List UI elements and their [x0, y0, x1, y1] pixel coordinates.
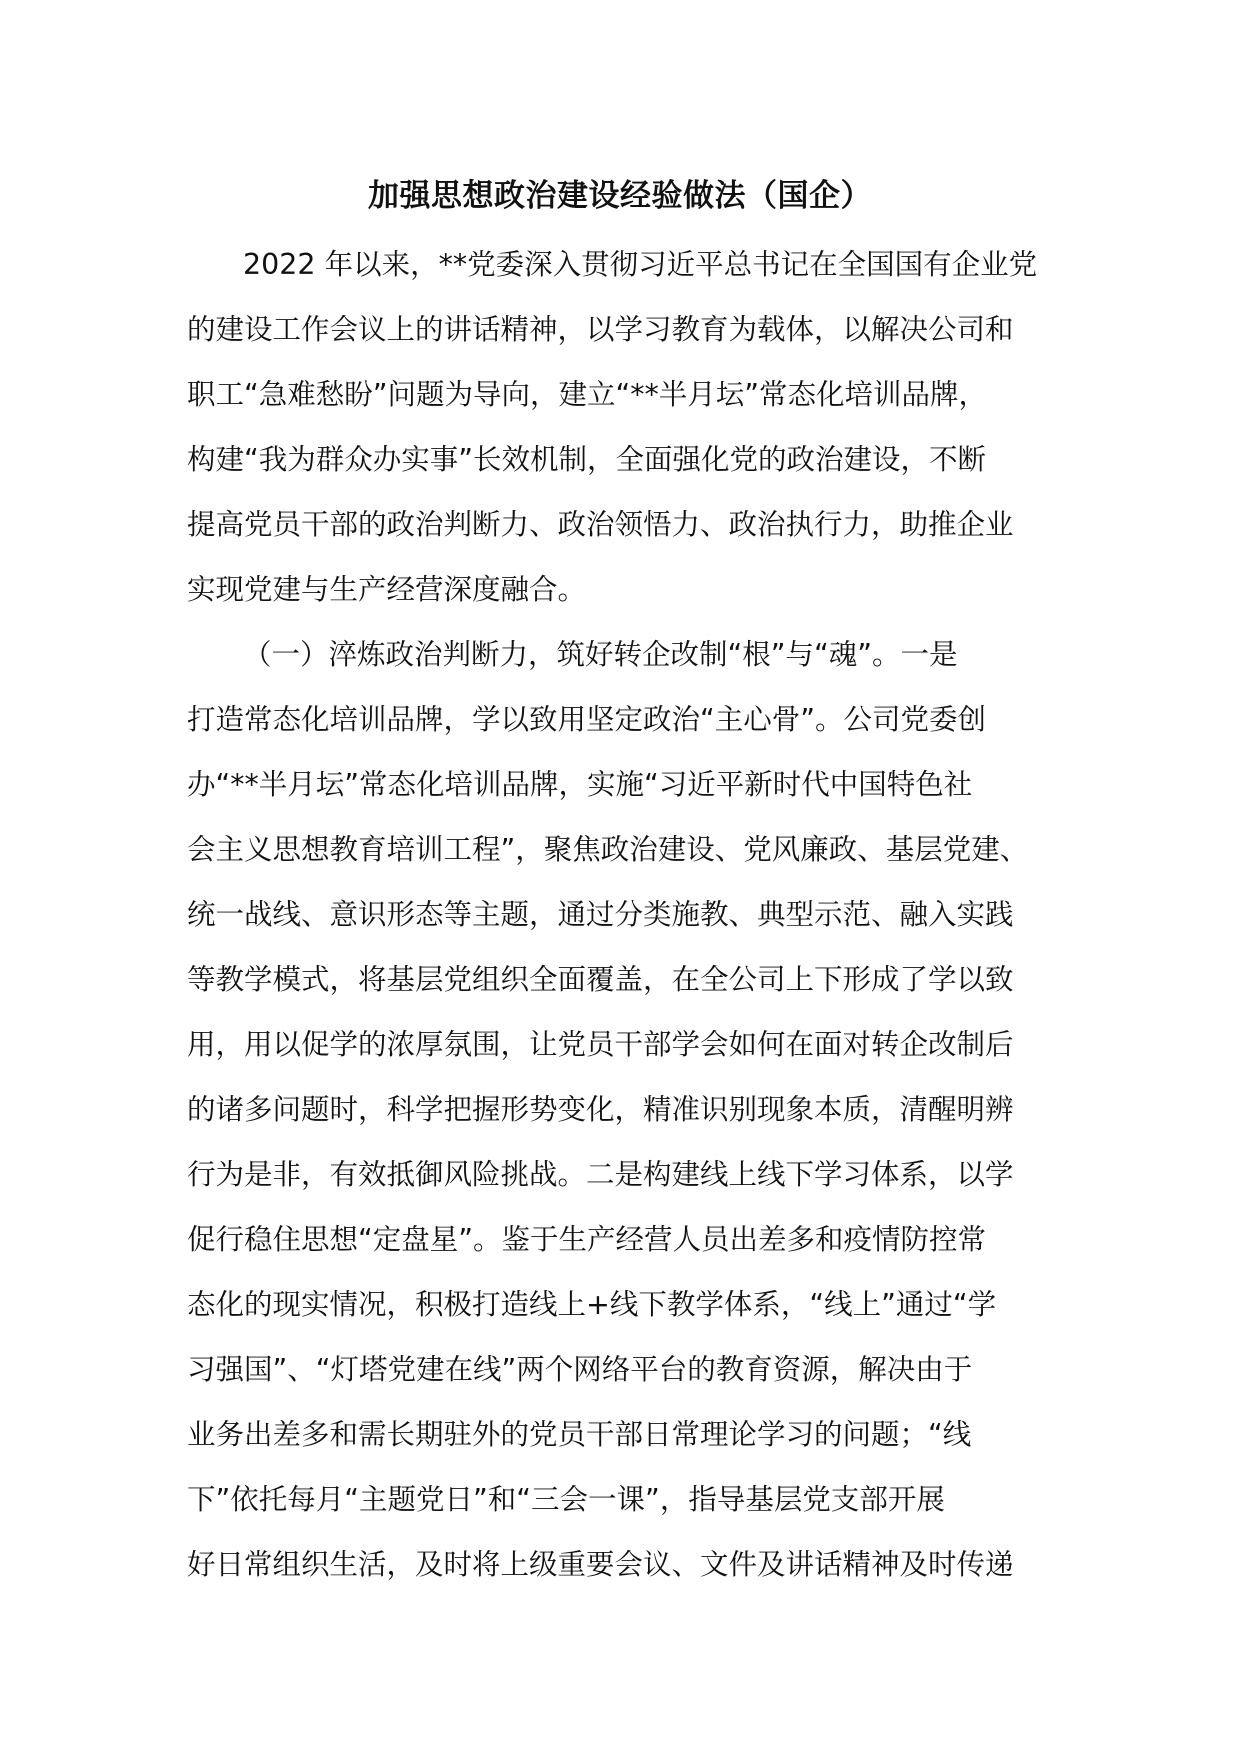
body-line: 业务出差多和需长期驻外的党员干部日常理论学习的问题；“线 — [187, 1418, 972, 1451]
body-line: （一）淬炼政治判断力，筑好转企改制“根”与“魂”。一是 — [243, 638, 958, 671]
body-line: 行为是非，有效抵御风险挑战。二是构建线上线下学习体系，以学 — [187, 1158, 1014, 1191]
body-line: 促行稳住思想“定盘星”。鉴于生产经营人员出差多和疫情防控常 — [187, 1223, 987, 1256]
body-line: 习强国”、“灯塔党建在线”两个网络平台的教育资源，解决由于 — [187, 1353, 973, 1386]
body-line: 打造常态化培训品牌，学以致用坚定政治“主心骨”。公司党委创 — [187, 703, 987, 736]
body-line: 用，用以促学的浓厚氛围，让党员干部学会如何在面对转企改制后 — [187, 1028, 1014, 1061]
body-line: 提高党员干部的政治判断力、政治领悟力、政治执行力，助推企业 — [187, 508, 1014, 541]
body-line: 好日常组织生活，及时将上级重要会议、文件及讲话精神及时传递 — [187, 1548, 1014, 1581]
body-line: 会主义思想教育培训工程”，聚焦政治建设、党风廉政、基层党建、 — [187, 833, 1029, 866]
body-line: 态化的现实情况，积极打造线上+线下教学体系，“线上”通过“学 — [187, 1288, 997, 1321]
body-line: 构建“我为群众办实事”长效机制，全面强化党的政治建设，不断 — [187, 443, 987, 476]
document-title: 加强思想政治建设经验做法（国企） — [368, 178, 872, 214]
document-body — [187, 238, 1057, 1603]
body-line: 的建设工作会议上的讲话精神，以学习教育为载体，以解决公司和 — [187, 313, 1014, 346]
body-line: 下”依托每月“主题党日”和“三会一课”，指导基层党支部开展 — [187, 1483, 945, 1516]
body-line: 的诸多问题时，科学把握形势变化，精准识别现象本质，清醒明辨 — [187, 1093, 1014, 1126]
body-line: 2022 年以来，**党委深入贯彻习近平总书记在全国国有企业党 — [243, 248, 1038, 281]
body-line: 实现党建与生产经营深度融合。 — [187, 573, 587, 606]
body-line: 统一战线、意识形态等主题，通过分类施教、典型示范、融入实践 — [187, 898, 1014, 931]
body-line: 等教学模式，将基层党组织全面覆盖，在全公司上下形成了学以致 — [187, 963, 1014, 996]
body-line: 办“**半月坛”常态化培训品牌，实施“习近平新时代中国特色社 — [187, 768, 973, 801]
body-line: 职工“急难愁盼”问题为导向，建立“**半月坛”常态化培训品牌， — [187, 378, 988, 411]
